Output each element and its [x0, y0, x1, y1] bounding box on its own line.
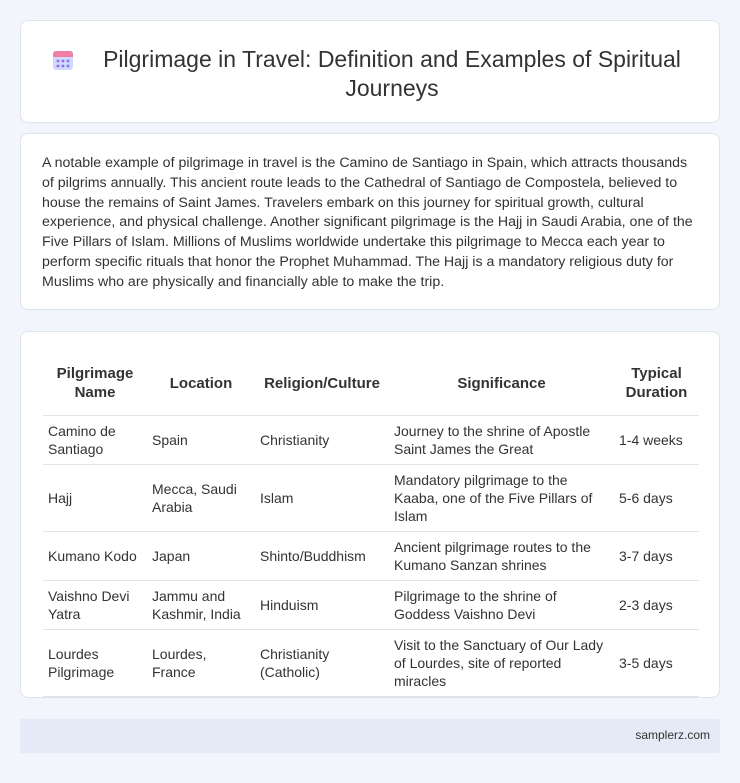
cell-duration: 2-3 days: [614, 580, 699, 629]
cell-religion: Hinduism: [255, 580, 389, 629]
title-card: [20, 20, 720, 123]
cell-location: Mecca, Saudi Arabia: [147, 464, 255, 531]
cell-location: Jammu and Kashmir, India: [147, 580, 255, 629]
cell-location: Lourdes, France: [147, 629, 255, 696]
cell-significance: Ancient pilgrimage routes to the Kumano Sanzan shrines: [389, 531, 614, 580]
cell-duration: 3-7 days: [614, 531, 699, 580]
table-header-row: [43, 352, 699, 415]
cell-religion: Islam: [255, 464, 389, 531]
cell-religion: Shinto/Buddhism: [255, 531, 389, 580]
cell-significance: Journey to the shrine of Apostle Saint James the Great: [389, 415, 614, 464]
footer-site-link[interactable]: samplerz.com: [635, 728, 710, 742]
cell-duration: 1-4 weeks: [614, 415, 699, 464]
cell-religion: Christianity (Catholic): [255, 629, 389, 696]
cell-duration: 5-6 days: [614, 464, 699, 531]
page-title: Pilgrimage in Travel: Definition and Examples of Spiritual Journeys: [103, 46, 681, 101]
cell-name: Hajj: [43, 464, 147, 531]
header-pilgrimage-name: Pilgrimage Name: [43, 352, 147, 415]
pilgrimage-table: [43, 352, 699, 697]
table-row: [43, 580, 699, 629]
cell-significance: Mandatory pilgrimage to the Kaaba, one of the Five Pillars of Islam: [389, 464, 614, 531]
footer-bar: [20, 719, 720, 753]
header-duration: Typical Duration: [614, 352, 699, 415]
cell-significance: Pilgrimage to the shrine of Goddess Vaishno Devi: [389, 580, 614, 629]
cell-location: Spain: [147, 415, 255, 464]
cell-name: Lourdes Pilgrimage: [43, 629, 147, 696]
cell-name: Vaishno Devi Yatra: [43, 580, 147, 629]
header-significance: Significance: [389, 352, 614, 415]
cell-name: Camino de Santiago: [43, 415, 147, 464]
header-location: Location: [147, 352, 255, 415]
calendar-icon: [51, 48, 75, 72]
table-row: [43, 531, 699, 580]
header-religion: Religion/Culture: [255, 352, 389, 415]
table-row: [43, 629, 699, 696]
cell-duration: 3-5 days: [614, 629, 699, 696]
title-wrap: [51, 45, 699, 103]
cell-religion: Christianity: [255, 415, 389, 464]
table-row: [43, 415, 699, 464]
cell-name: Kumano Kodo: [43, 531, 147, 580]
cell-significance: Visit to the Sanctuary of Our Lady of Lourdes, site of reported miracles: [389, 629, 614, 696]
intro-card: [20, 133, 720, 310]
table-row: [43, 464, 699, 531]
table-card: [20, 331, 720, 698]
intro-paragraph: A notable example of pilgrimage in travel is the Camino de Santiago in Spain, which attracts thousands of pilgrims annually. This ancient route leads to the Cathedral of Santiago de Compostela, believed to house the remains of Saint James. Travelers embark on this journey for spiritual growth, cultural experience, and physical challenge. Another significant pilgrimage is the Hajj in Saudi Arabia, one of the Five Pillars of Islam. Millions of Muslims worldwide undertake this pilgrimage to Mecca each year to perform specific rituals that honor the Prophet Muhammad. The Hajj is a mandatory religious duty for Muslims who are physically and financially able to make the trip.: [42, 155, 693, 290]
cell-location: Japan: [147, 531, 255, 580]
